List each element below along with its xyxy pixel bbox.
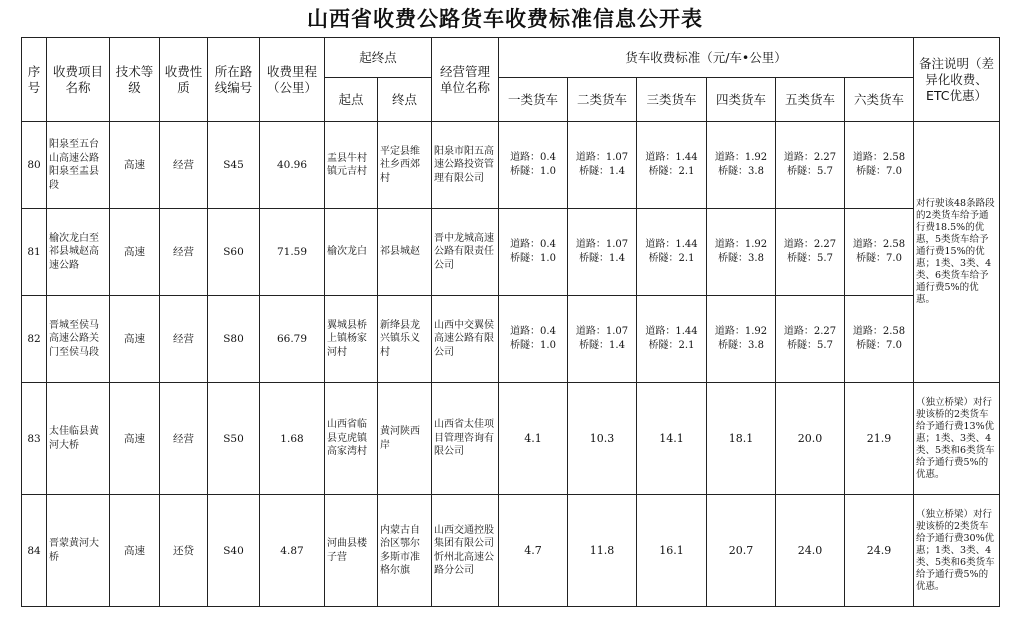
header-nature: 收费性质 — [160, 38, 208, 122]
rate-road: 道路：1.07 — [575, 239, 629, 250]
rate-road: 道路：2.27 — [783, 152, 837, 163]
row-start: 翼城县桥上镇杨家河村 — [325, 296, 378, 383]
rate-class-3: 14.1 — [637, 383, 707, 495]
rate-class-3 — [637, 296, 707, 383]
rate-road: 道路：2.27 — [783, 239, 837, 250]
rate-class-3: 16.1 — [637, 495, 707, 607]
header-class-2: 二类货车 — [568, 78, 637, 122]
rate-bridge: 桥隧：3.8 — [718, 340, 764, 351]
rate-class-4 — [707, 296, 776, 383]
header-class-6: 六类货车 — [845, 78, 914, 122]
row-route: S50 — [208, 383, 260, 495]
toll-standard-table — [21, 37, 1000, 607]
rate-bridge: 桥隧：5.7 — [787, 253, 833, 264]
rate-road: 道路：1.07 — [575, 152, 629, 163]
rate-bridge: 桥隧：2.1 — [648, 253, 695, 264]
table-row — [22, 383, 1000, 495]
row-operator: 山西中交翼侯高速公路有限公司 — [432, 296, 499, 383]
rate-bridge: 桥隧：1.4 — [579, 253, 625, 264]
rate-bridge: 桥隧：5.7 — [787, 340, 833, 351]
row-start: 榆次龙白 — [325, 209, 378, 296]
row-grade: 高速 — [110, 495, 160, 607]
rate-bridge: 桥隧：1.4 — [579, 166, 625, 177]
rate-bridge: 桥隧：3.8 — [718, 253, 764, 264]
row-mileage: 71.59 — [260, 209, 325, 296]
row-nature: 经营 — [160, 296, 208, 383]
rate-class-2: 11.8 — [568, 495, 637, 607]
rate-class-6 — [845, 122, 914, 209]
header-start: 起点 — [325, 78, 378, 122]
header-standard: 货车收费标准（元/车•公里） — [499, 38, 914, 78]
row-nature: 还贷 — [160, 495, 208, 607]
rate-class-1: 4.1 — [499, 383, 568, 495]
rate-road: 道路：1.44 — [645, 239, 698, 250]
row-seq: 81 — [22, 209, 47, 296]
rate-class-4: 18.1 — [707, 383, 776, 495]
header-mileage: 收费里程（公里） — [260, 38, 325, 122]
page-title: 山西省收费公路货车收费标准信息公开表 — [307, 7, 703, 31]
rate-road: 道路：0.4 — [510, 239, 556, 250]
header-endpoints: 起终点 — [325, 38, 432, 78]
header-remark: 备注说明（差异化收费、ETC优惠） — [914, 38, 1000, 122]
row-remark: （独立桥梁）对行驶该桥的2类货车给予通行费13%优惠；1类、3类、4类、5类和6类货车给予通行费5%的优惠。 — [914, 383, 1000, 495]
table-row — [22, 495, 1000, 607]
row-project: 榆次龙白至祁县城赵高速公路 — [47, 209, 110, 296]
row-end: 祁县城赵 — [378, 209, 432, 296]
row-project: 晋蒙黄河大桥 — [47, 495, 110, 607]
rate-class-6: 21.9 — [845, 383, 914, 495]
row-operator: 山西省太佳项目管理咨询有限公司 — [432, 383, 499, 495]
rate-class-6: 24.9 — [845, 495, 914, 607]
rate-class-5: 20.0 — [776, 383, 845, 495]
rate-class-4 — [707, 209, 776, 296]
rate-class-5: 24.0 — [776, 495, 845, 607]
row-operator: 阳泉市阳五高速公路投资管理有限公司 — [432, 122, 499, 209]
rate-bridge: 桥隧：7.0 — [856, 166, 902, 177]
row-route: S45 — [208, 122, 260, 209]
rate-bridge: 桥隧：1.4 — [579, 340, 625, 351]
header-project: 收费项目名称 — [47, 38, 110, 122]
rate-class-2 — [568, 122, 637, 209]
row-seq: 80 — [22, 122, 47, 209]
header-class-1: 一类货车 — [499, 78, 568, 122]
row-start: 山西省临县克虎镇高家湾村 — [325, 383, 378, 495]
header-end: 终点 — [378, 78, 432, 122]
table-row — [22, 122, 1000, 209]
rate-class-2: 10.3 — [568, 383, 637, 495]
table-row — [22, 209, 1000, 296]
row-route: S80 — [208, 296, 260, 383]
shared-remark: 对行驶该48条路段的2类货车给予通行费18.5%的优惠，5类货车给予通行费15%的优惠；1类、3类、4类、6类货车给予通行费5%的优惠。 — [914, 122, 1000, 383]
row-seq: 83 — [22, 383, 47, 495]
rate-road: 道路：2.27 — [783, 326, 837, 337]
row-seq: 84 — [22, 495, 47, 607]
rate-class-3 — [637, 122, 707, 209]
rate-class-2 — [568, 296, 637, 383]
row-mileage: 1.68 — [260, 383, 325, 495]
row-mileage: 4.87 — [260, 495, 325, 607]
row-mileage: 66.79 — [260, 296, 325, 383]
row-end: 平定县维社乡西郊村 — [378, 122, 432, 209]
rate-bridge: 桥隧：2.1 — [648, 340, 695, 351]
row-route: S40 — [208, 495, 260, 607]
rate-bridge: 桥隧：7.0 — [856, 340, 902, 351]
row-start: 河曲县楼子营 — [325, 495, 378, 607]
rate-class-5 — [776, 296, 845, 383]
rate-class-3 — [637, 209, 707, 296]
header-class-4: 四类货车 — [707, 78, 776, 122]
header-seq: 序号 — [22, 38, 47, 122]
row-end: 黄河陕西岸 — [378, 383, 432, 495]
rate-road: 道路：1.07 — [575, 326, 629, 337]
row-grade: 高速 — [110, 296, 160, 383]
row-grade: 高速 — [110, 209, 160, 296]
rate-bridge: 桥隧：5.7 — [787, 166, 833, 177]
rate-class-5 — [776, 122, 845, 209]
row-project: 晋城至侯马高速公路关门至侯马段 — [47, 296, 110, 383]
rate-bridge: 桥隧：1.0 — [510, 340, 556, 351]
header-route: 所在路线编号 — [208, 38, 260, 122]
row-project: 阳泉至五台山高速公路阳泉至盂县段 — [47, 122, 110, 209]
rate-road: 道路：1.92 — [714, 152, 768, 163]
row-nature: 经营 — [160, 383, 208, 495]
rate-road: 道路：2.58 — [852, 152, 906, 163]
rate-class-2 — [568, 209, 637, 296]
table-row — [22, 296, 1000, 383]
row-mileage: 40.96 — [260, 122, 325, 209]
rate-bridge: 桥隧：3.8 — [718, 166, 764, 177]
rate-road: 道路：2.58 — [852, 239, 906, 250]
rate-bridge: 桥隧：1.0 — [510, 253, 556, 264]
rate-class-6 — [845, 209, 914, 296]
row-route: S60 — [208, 209, 260, 296]
rate-road: 道路：0.4 — [510, 326, 556, 337]
rate-class-4 — [707, 122, 776, 209]
header-operator: 经营管理单位名称 — [432, 38, 499, 122]
row-seq: 82 — [22, 296, 47, 383]
rate-road: 道路：0.4 — [510, 152, 556, 163]
row-nature: 经营 — [160, 122, 208, 209]
row-end: 新绛县龙兴镇乐义村 — [378, 296, 432, 383]
rate-class-1 — [499, 296, 568, 383]
row-grade: 高速 — [110, 122, 160, 209]
rate-road: 道路：1.92 — [714, 239, 768, 250]
rate-class-4: 20.7 — [707, 495, 776, 607]
header-class-5: 五类货车 — [776, 78, 845, 122]
rate-bridge: 桥隧：7.0 — [856, 253, 902, 264]
row-grade: 高速 — [110, 383, 160, 495]
row-project: 太佳临县黄河大桥 — [47, 383, 110, 495]
rate-road: 道路：1.44 — [645, 152, 698, 163]
rate-class-5 — [776, 209, 845, 296]
header-class-3: 三类货车 — [637, 78, 707, 122]
rate-road: 道路：2.58 — [852, 326, 906, 337]
row-nature: 经营 — [160, 209, 208, 296]
rate-class-1 — [499, 122, 568, 209]
rate-class-1: 4.7 — [499, 495, 568, 607]
rate-class-6 — [845, 296, 914, 383]
rate-bridge: 桥隧：2.1 — [648, 166, 695, 177]
row-start: 盂县牛村镇元吉村 — [325, 122, 378, 209]
rate-road: 道路：1.44 — [645, 326, 698, 337]
row-operator: 山西交通控股集团有限公司忻州北高速公路分公司 — [432, 495, 499, 607]
row-end: 内蒙古自治区鄂尔多斯市准格尔旗 — [378, 495, 432, 607]
row-remark: （独立桥梁）对行驶该桥的2类货车给予通行费30%优惠；1类、3类、4类、5类和6类货车给予通行费5%的优惠。 — [914, 495, 1000, 607]
rate-class-1 — [499, 209, 568, 296]
rate-bridge: 桥隧：1.0 — [510, 166, 556, 177]
row-operator: 晋中龙城高速公路有限责任公司 — [432, 209, 499, 296]
rate-road: 道路：1.92 — [714, 326, 768, 337]
header-grade: 技术等级 — [110, 38, 160, 122]
